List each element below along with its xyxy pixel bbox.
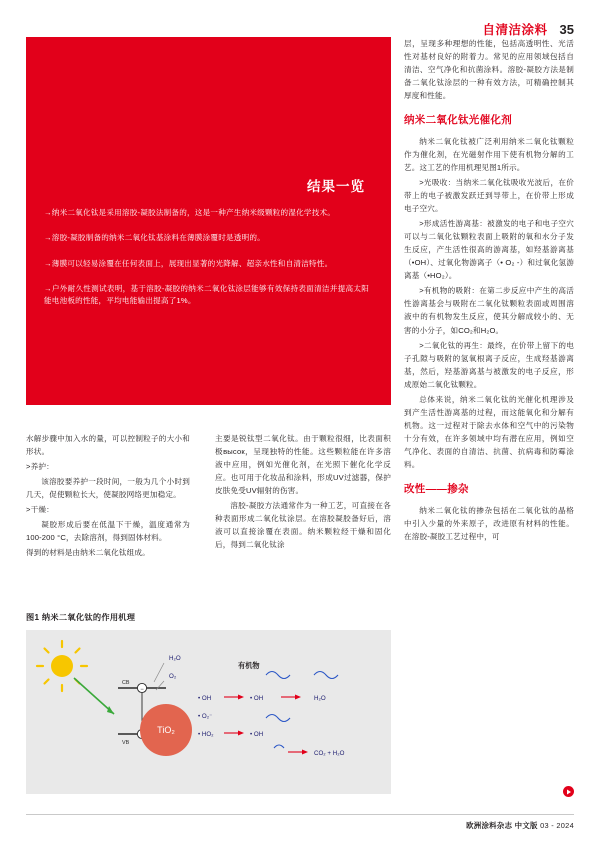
label-organic: 有机物 xyxy=(238,661,260,670)
paragraph: 总体来说，纳米二氧化钛的光催化机理涉及到产生活性游离基的过程，而这能氧化和分解有机物。这一过程对于除去水体和空气中的污染物十分有效，在许多领域中均有潜在应用，例如空气净化、表面的自清洁、抗菌、抗病毒和防霉涂料。 xyxy=(404,394,574,469)
species-h2o-2: H₂O xyxy=(314,695,326,702)
list-item: →户外耐久性测试表明，基于溶胶-凝胶的纳米二氧化钛涂层能够有效保持表面清洁并提高太阳能电池板的性能，平均电能输出提高了1%。 xyxy=(44,283,369,306)
species-ho2: • HO₂ xyxy=(198,731,214,738)
species-h2o: H₂O xyxy=(169,655,181,662)
paragraph: 纳米二氧化钛被广泛利用纳米二氧化钛颗粒作为催化剂，在光磁射作用下使有机物分解的工艺。这工艺的作用机理见图1所示。 xyxy=(404,136,574,172)
paragraph: >形成活性游离基：被激发的电子和电子空穴可以与二氧化钛颗粒表面上吸附的氧和水分子发生反应，产生活性很高的游离基，如羟基游离基（•OH）、过氧化物游离子（• O₂ -）和过氧化氢游离基（•HO₂）。 xyxy=(404,219,574,281)
paragraph: 溶胶-凝胶方法通常作为一种工艺，可直接在各种表面形成二氧化钛涂层。在溶胶凝胶备好后，溶液可以直接涂覆在表面。纳米颗粒经干燥和固化后，得到二氧化钛涂 xyxy=(215,501,391,550)
summary-list xyxy=(44,207,369,320)
footer-issue: 03 - 2024 xyxy=(540,821,574,830)
paragraph: 水解步骤中加入水的量，可以控制粒子的大小和形状。 xyxy=(26,434,190,457)
species-o2: O₂ xyxy=(169,673,177,680)
footer-divider xyxy=(26,814,574,815)
section-heading-photocatalyst: 纳米二氧化钛光催化剂 xyxy=(404,114,512,127)
paragraph: 得到的材料是由纳米二氧化钛组成。 xyxy=(26,548,150,558)
page-header xyxy=(483,20,574,38)
next-page-arrow-icon[interactable] xyxy=(563,786,574,797)
list-item: →薄膜可以轻易涂覆在任何表面上，展现出显著的光降解、超亲水性和自清洁特性。 xyxy=(44,258,333,268)
paragraph: 该溶胶要养护一段时间，一般为几个小时到几天，促使颗粒长大，使凝胶网络更加稳定。 xyxy=(26,477,190,500)
svg-text:CB: CB xyxy=(122,680,130,686)
species-o2r: • O₂⁻ xyxy=(198,713,213,720)
paragraph: 纳米二氧化钛的掺杂包括在二氧化钛的晶格中引入少量的外来原子，改进原有材料的性能。在溶胶-凝胶工艺过程中，可 xyxy=(404,505,574,541)
header-title: 自清洁涂料 xyxy=(482,23,548,37)
paragraph: >有机物的吸附：在第二步反应中产生的高活性游离基会与吸附在二氧化钛颗粒表面或周围溶液中的有机物发生反应，使其分解成较小的、无害的小分子，如CO₂和H₂O。 xyxy=(404,286,574,335)
page-number: 35 xyxy=(559,22,574,37)
mechanism-svg xyxy=(26,630,391,794)
paragraph: 主要是锐钛型二氧化钛。由于颗粒很细，比表面积极высок，呈现独特的性能。这些颗粒能在许多溶液中应用，例如光催化剂，在光照下催化化学反应。也可用于化妆品和涂料，形成UV过滤器，保护皮肤免受UV辐射的伤害。 xyxy=(215,434,391,496)
paragraph: >二氧化钛的再生：最终，在价带上留下的电子孔隙与吸附的氢氧根离子反应，生成羟基游离基，然后，羟基游离基与被激发的电子反应，形成原始二氧化钛颗粒。 xyxy=(404,340,574,389)
footer-magazine: 欧洲涂料杂志 xyxy=(466,821,513,830)
species-oh-3: • OH xyxy=(250,731,264,738)
species-co2-h2o: CO₂ + H₂O xyxy=(314,750,345,757)
paragraph: >干燥： xyxy=(26,505,54,515)
figure-caption: 图1 纳米二氧化钛的作用机理 xyxy=(26,613,136,622)
footer xyxy=(466,820,574,831)
body-column-left xyxy=(26,432,190,561)
tio2-particle xyxy=(140,704,192,756)
svg-text:VB: VB xyxy=(122,740,130,746)
body-column-right xyxy=(404,37,574,545)
list-item: →纳米二氧化钛是采用溶胶-凝胶法制备的，这是一种产生纳米级颗粒的湿化学技术。 xyxy=(44,208,336,217)
summary-box xyxy=(26,37,391,405)
figure-mechanism-diagram xyxy=(26,630,391,794)
section-heading-doping: 改性——掺杂 xyxy=(404,483,469,496)
footer-edition: 中文版 xyxy=(514,821,538,830)
svg-text:−: − xyxy=(140,687,144,693)
paragraph: 层，呈现多种理想的性能，包括高透明性、光活性对基材良好的附着力。常见的应用领域包括自清洁、空气净化和抗菌涂料。溶胶-凝胶方法是制备二氧化钛涂层的一种有效方法，可精确控制其厚度和性能。 xyxy=(404,39,574,101)
list-item: →溶胶-凝胶制备的纳米二氧化钛基涂料在薄膜涂覆时是透明的。 xyxy=(44,233,265,243)
paragraph: 凝胶形成后要在低温下干燥，温度通常为100-200 °C，去除溶剂，得到固体材料。 xyxy=(26,520,190,543)
species-oh: • OH xyxy=(198,695,212,702)
summary-title: 结果一览 xyxy=(307,179,365,194)
body-column-middle xyxy=(215,432,391,553)
paragraph: >养护： xyxy=(26,462,54,472)
species-oh-2: • OH xyxy=(250,695,264,702)
paragraph: >光吸收：当纳米二氧化钛吸收光波后，在价带上的电子被激发跃迁到导带上，在价带上形成电子空穴。 xyxy=(404,178,574,214)
svg-text:TiO₂: TiO₂ xyxy=(157,725,175,735)
